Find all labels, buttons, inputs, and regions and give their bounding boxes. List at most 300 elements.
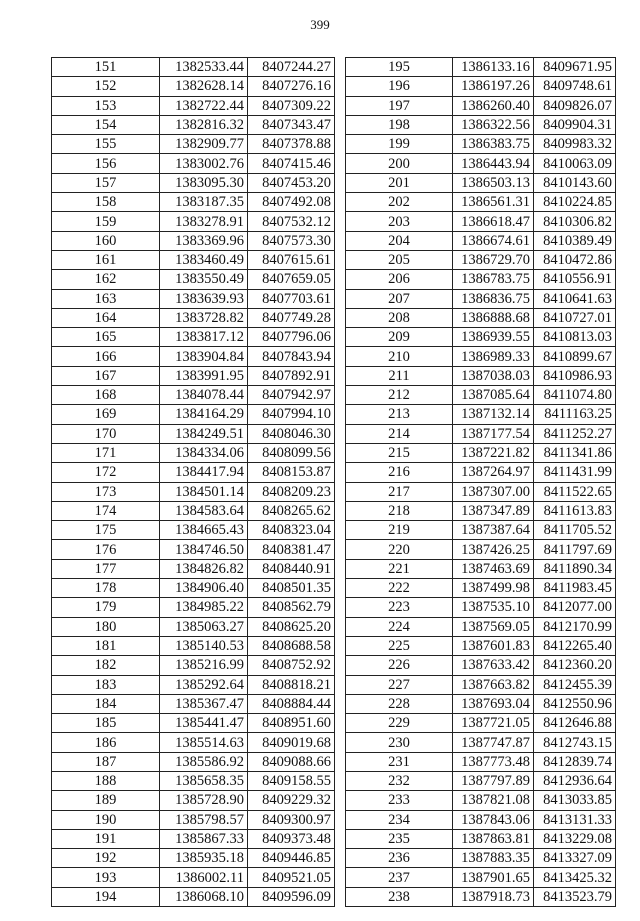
point-number-cell: 202 — [346, 193, 453, 212]
point-number-cell: 224 — [346, 617, 453, 636]
y-coordinate-cell: 8410899.67 — [534, 347, 616, 366]
y-coordinate-cell: 8408440.91 — [248, 559, 335, 578]
table-row — [52, 559, 335, 578]
x-coordinate-cell: 1386503.13 — [453, 173, 534, 192]
table-row — [346, 868, 616, 887]
point-number-cell: 209 — [346, 328, 453, 347]
table-row — [52, 231, 335, 250]
point-number-cell: 233 — [346, 791, 453, 810]
point-number-cell: 195 — [346, 58, 453, 77]
y-coordinate-cell: 8408099.56 — [248, 443, 335, 462]
table-row — [52, 58, 335, 77]
point-number-cell: 186 — [52, 733, 160, 752]
y-coordinate-cell: 8408381.47 — [248, 540, 335, 559]
table-row — [52, 250, 335, 269]
x-coordinate-cell: 1387797.89 — [453, 771, 534, 790]
table-row — [52, 173, 335, 192]
point-number-cell: 167 — [52, 366, 160, 385]
y-coordinate-cell: 8409596.09 — [248, 887, 335, 906]
table-row — [52, 598, 335, 617]
x-coordinate-cell: 1387132.14 — [453, 405, 534, 424]
point-number-cell: 199 — [346, 135, 453, 154]
y-coordinate-cell: 8412265.40 — [534, 636, 616, 655]
point-number-cell: 153 — [52, 96, 160, 115]
x-coordinate-cell: 1387307.00 — [453, 482, 534, 501]
y-coordinate-cell: 8412550.96 — [534, 694, 616, 713]
x-coordinate-cell: 1384501.14 — [160, 482, 248, 501]
page-number: 399 — [310, 17, 330, 32]
y-coordinate-cell: 8409671.95 — [534, 58, 616, 77]
x-coordinate-cell: 1386888.68 — [453, 308, 534, 327]
y-coordinate-cell: 8408752.92 — [248, 656, 335, 675]
point-number-cell: 227 — [346, 675, 453, 694]
table-row — [346, 463, 616, 482]
y-coordinate-cell: 8413033.85 — [534, 791, 616, 810]
y-coordinate-cell: 8408323.04 — [248, 521, 335, 540]
y-coordinate-cell: 8407309.22 — [248, 96, 335, 115]
x-coordinate-cell: 1387499.98 — [453, 579, 534, 598]
x-coordinate-cell: 1384583.64 — [160, 501, 248, 520]
table-row — [346, 289, 616, 308]
table-row — [346, 559, 616, 578]
table-row — [346, 501, 616, 520]
y-coordinate-cell: 8409019.68 — [248, 733, 335, 752]
point-number-cell: 236 — [346, 849, 453, 868]
point-number-cell: 217 — [346, 482, 453, 501]
y-coordinate-cell: 8409521.05 — [248, 868, 335, 887]
point-number-cell: 151 — [52, 58, 160, 77]
table-row — [52, 714, 335, 733]
point-number-cell: 215 — [346, 443, 453, 462]
table-body — [52, 58, 335, 907]
x-coordinate-cell: 1387863.81 — [453, 829, 534, 848]
table-row — [52, 443, 335, 462]
table-row — [346, 694, 616, 713]
y-coordinate-cell: 8410063.09 — [534, 154, 616, 173]
y-coordinate-cell: 8410143.60 — [534, 173, 616, 192]
point-number-cell: 162 — [52, 270, 160, 289]
x-coordinate-cell: 1384826.82 — [160, 559, 248, 578]
table-row — [346, 77, 616, 96]
x-coordinate-cell: 1383904.84 — [160, 347, 248, 366]
table-row — [346, 598, 616, 617]
x-coordinate-cell: 1386002.11 — [160, 868, 248, 887]
y-coordinate-cell: 8409904.31 — [534, 115, 616, 134]
table-row — [346, 96, 616, 115]
table-row — [52, 733, 335, 752]
point-number-cell: 194 — [52, 887, 160, 906]
table-row — [346, 617, 616, 636]
table-row — [52, 96, 335, 115]
y-coordinate-cell: 8412455.39 — [534, 675, 616, 694]
point-number-cell: 222 — [346, 579, 453, 598]
table-row — [346, 212, 616, 231]
point-number-cell: 220 — [346, 540, 453, 559]
y-coordinate-cell: 8412839.74 — [534, 752, 616, 771]
y-coordinate-cell: 8408209.23 — [248, 482, 335, 501]
x-coordinate-cell: 1383278.91 — [160, 212, 248, 231]
table-row — [52, 636, 335, 655]
table-row — [346, 386, 616, 405]
point-number-cell: 156 — [52, 154, 160, 173]
x-coordinate-cell: 1387569.05 — [453, 617, 534, 636]
coordinates-table-left — [51, 57, 335, 907]
y-coordinate-cell: 8413131.33 — [534, 810, 616, 829]
point-number-cell: 203 — [346, 212, 453, 231]
y-coordinate-cell: 8413327.09 — [534, 849, 616, 868]
x-coordinate-cell: 1383639.93 — [160, 289, 248, 308]
y-coordinate-cell: 8408818.21 — [248, 675, 335, 694]
table-row — [346, 328, 616, 347]
x-coordinate-cell: 1387721.05 — [453, 714, 534, 733]
table-row — [346, 405, 616, 424]
point-number-cell: 168 — [52, 386, 160, 405]
y-coordinate-cell: 8413523.79 — [534, 887, 616, 906]
table-row — [52, 501, 335, 520]
y-coordinate-cell: 8408153.87 — [248, 463, 335, 482]
y-coordinate-cell: 8411705.52 — [534, 521, 616, 540]
table-row — [346, 636, 616, 655]
y-coordinate-cell: 8412936.64 — [534, 771, 616, 790]
table-row — [346, 579, 616, 598]
table-row — [52, 656, 335, 675]
y-coordinate-cell: 8411163.25 — [534, 405, 616, 424]
y-coordinate-cell: 8407615.61 — [248, 250, 335, 269]
x-coordinate-cell: 1384417.94 — [160, 463, 248, 482]
y-coordinate-cell: 8411074.80 — [534, 386, 616, 405]
point-number-cell: 207 — [346, 289, 453, 308]
table-row — [52, 212, 335, 231]
point-number-cell: 188 — [52, 771, 160, 790]
point-number-cell: 231 — [346, 752, 453, 771]
table-row — [52, 424, 335, 443]
y-coordinate-cell: 8409229.32 — [248, 791, 335, 810]
y-coordinate-cell: 8413425.32 — [534, 868, 616, 887]
x-coordinate-cell: 1385292.64 — [160, 675, 248, 694]
x-coordinate-cell: 1387883.35 — [453, 849, 534, 868]
x-coordinate-cell: 1386383.75 — [453, 135, 534, 154]
point-number-cell: 235 — [346, 829, 453, 848]
point-number-cell: 198 — [346, 115, 453, 134]
x-coordinate-cell: 1385798.57 — [160, 810, 248, 829]
x-coordinate-cell: 1387633.42 — [453, 656, 534, 675]
y-coordinate-cell: 8410306.82 — [534, 212, 616, 231]
x-coordinate-cell: 1386618.47 — [453, 212, 534, 231]
x-coordinate-cell: 1382628.14 — [160, 77, 248, 96]
x-coordinate-cell: 1385140.53 — [160, 636, 248, 655]
x-coordinate-cell: 1386783.75 — [453, 270, 534, 289]
x-coordinate-cell: 1383728.82 — [160, 308, 248, 327]
x-coordinate-cell: 1387843.06 — [453, 810, 534, 829]
point-number-cell: 221 — [346, 559, 453, 578]
table-row — [52, 366, 335, 385]
point-number-cell: 197 — [346, 96, 453, 115]
y-coordinate-cell: 8407659.05 — [248, 270, 335, 289]
point-number-cell: 159 — [52, 212, 160, 231]
point-number-cell: 180 — [52, 617, 160, 636]
x-coordinate-cell: 1386197.26 — [453, 77, 534, 96]
point-number-cell: 185 — [52, 714, 160, 733]
y-coordinate-cell: 8411522.65 — [534, 482, 616, 501]
y-coordinate-cell: 8412646.88 — [534, 714, 616, 733]
y-coordinate-cell: 8408265.62 — [248, 501, 335, 520]
point-number-cell: 230 — [346, 733, 453, 752]
x-coordinate-cell: 1385586.92 — [160, 752, 248, 771]
x-coordinate-cell: 1383991.95 — [160, 366, 248, 385]
x-coordinate-cell: 1387663.82 — [453, 675, 534, 694]
point-number-cell: 165 — [52, 328, 160, 347]
y-coordinate-cell: 8411252.27 — [534, 424, 616, 443]
x-coordinate-cell: 1385935.18 — [160, 849, 248, 868]
y-coordinate-cell: 8407749.28 — [248, 308, 335, 327]
table-row — [346, 771, 616, 790]
y-coordinate-cell: 8411613.83 — [534, 501, 616, 520]
x-coordinate-cell: 1387918.73 — [453, 887, 534, 906]
table-row — [52, 579, 335, 598]
table-row — [346, 115, 616, 134]
table-row — [346, 521, 616, 540]
y-coordinate-cell: 8412170.99 — [534, 617, 616, 636]
y-coordinate-cell: 8408501.35 — [248, 579, 335, 598]
table-row — [346, 308, 616, 327]
x-coordinate-cell: 1387535.10 — [453, 598, 534, 617]
table-row — [52, 540, 335, 559]
point-number-cell: 196 — [346, 77, 453, 96]
y-coordinate-cell: 8410224.85 — [534, 193, 616, 212]
y-coordinate-cell: 8409373.48 — [248, 829, 335, 848]
table-row — [346, 347, 616, 366]
y-coordinate-cell: 8409748.61 — [534, 77, 616, 96]
x-coordinate-cell: 1384665.43 — [160, 521, 248, 540]
x-coordinate-cell: 1385658.35 — [160, 771, 248, 790]
point-number-cell: 163 — [52, 289, 160, 308]
table-row — [52, 193, 335, 212]
table-row — [346, 829, 616, 848]
point-number-cell: 173 — [52, 482, 160, 501]
point-number-cell: 164 — [52, 308, 160, 327]
table-row — [52, 463, 335, 482]
point-number-cell: 177 — [52, 559, 160, 578]
point-number-cell: 238 — [346, 887, 453, 906]
table-row — [346, 58, 616, 77]
point-number-cell: 237 — [346, 868, 453, 887]
table-row — [52, 810, 335, 829]
table-row — [52, 868, 335, 887]
x-coordinate-cell: 1384164.29 — [160, 405, 248, 424]
x-coordinate-cell: 1386443.94 — [453, 154, 534, 173]
x-coordinate-cell: 1382816.32 — [160, 115, 248, 134]
point-number-cell: 210 — [346, 347, 453, 366]
point-number-cell: 218 — [346, 501, 453, 520]
x-coordinate-cell: 1386068.10 — [160, 887, 248, 906]
point-number-cell: 189 — [52, 791, 160, 810]
x-coordinate-cell: 1387085.64 — [453, 386, 534, 405]
point-number-cell: 155 — [52, 135, 160, 154]
x-coordinate-cell: 1386836.75 — [453, 289, 534, 308]
point-number-cell: 169 — [52, 405, 160, 424]
y-coordinate-cell: 8411431.99 — [534, 463, 616, 482]
table-row — [52, 849, 335, 868]
y-coordinate-cell: 8411983.45 — [534, 579, 616, 598]
point-number-cell: 201 — [346, 173, 453, 192]
x-coordinate-cell: 1387901.65 — [453, 868, 534, 887]
point-number-cell: 176 — [52, 540, 160, 559]
y-coordinate-cell: 8409983.32 — [534, 135, 616, 154]
point-number-cell: 232 — [346, 771, 453, 790]
y-coordinate-cell: 8407343.47 — [248, 115, 335, 134]
table-row — [346, 443, 616, 462]
x-coordinate-cell: 1385063.27 — [160, 617, 248, 636]
table-row — [52, 521, 335, 540]
table-row — [52, 154, 335, 173]
x-coordinate-cell: 1383369.96 — [160, 231, 248, 250]
y-coordinate-cell: 8408625.20 — [248, 617, 335, 636]
x-coordinate-cell: 1385728.90 — [160, 791, 248, 810]
y-coordinate-cell: 8410556.91 — [534, 270, 616, 289]
y-coordinate-cell: 8407892.91 — [248, 366, 335, 385]
x-coordinate-cell: 1387347.89 — [453, 501, 534, 520]
table-row — [346, 540, 616, 559]
x-coordinate-cell: 1384985.22 — [160, 598, 248, 617]
x-coordinate-cell: 1386989.33 — [453, 347, 534, 366]
y-coordinate-cell: 8411890.34 — [534, 559, 616, 578]
point-number-cell: 158 — [52, 193, 160, 212]
table-row — [52, 482, 335, 501]
y-coordinate-cell: 8407994.10 — [248, 405, 335, 424]
x-coordinate-cell: 1383550.49 — [160, 270, 248, 289]
table-row — [52, 675, 335, 694]
table-row — [346, 154, 616, 173]
x-coordinate-cell: 1383817.12 — [160, 328, 248, 347]
y-coordinate-cell: 8411341.86 — [534, 443, 616, 462]
x-coordinate-cell: 1387038.03 — [453, 366, 534, 385]
table-body — [346, 58, 616, 907]
y-coordinate-cell: 8410813.03 — [534, 328, 616, 347]
y-coordinate-cell: 8409300.97 — [248, 810, 335, 829]
x-coordinate-cell: 1385867.33 — [160, 829, 248, 848]
point-number-cell: 183 — [52, 675, 160, 694]
table-row — [52, 887, 335, 906]
x-coordinate-cell: 1384746.50 — [160, 540, 248, 559]
y-coordinate-cell: 8407378.88 — [248, 135, 335, 154]
table-row — [52, 347, 335, 366]
y-coordinate-cell: 8407573.30 — [248, 231, 335, 250]
table-row — [52, 386, 335, 405]
point-number-cell: 228 — [346, 694, 453, 713]
table-row — [52, 77, 335, 96]
table-row — [52, 308, 335, 327]
table-row — [346, 482, 616, 501]
y-coordinate-cell: 8409088.66 — [248, 752, 335, 771]
table-row — [346, 752, 616, 771]
y-coordinate-cell: 8409158.55 — [248, 771, 335, 790]
point-number-cell: 187 — [52, 752, 160, 771]
y-coordinate-cell: 8407703.61 — [248, 289, 335, 308]
point-number-cell: 191 — [52, 829, 160, 848]
x-coordinate-cell: 1386729.70 — [453, 250, 534, 269]
point-number-cell: 171 — [52, 443, 160, 462]
point-number-cell: 214 — [346, 424, 453, 443]
x-coordinate-cell: 1385441.47 — [160, 714, 248, 733]
y-coordinate-cell: 8411797.69 — [534, 540, 616, 559]
point-number-cell: 154 — [52, 115, 160, 134]
coordinates-table-right — [345, 57, 616, 907]
table-row — [346, 135, 616, 154]
x-coordinate-cell: 1387264.97 — [453, 463, 534, 482]
point-number-cell: 213 — [346, 405, 453, 424]
table-row — [52, 617, 335, 636]
x-coordinate-cell: 1385367.47 — [160, 694, 248, 713]
x-coordinate-cell: 1387463.69 — [453, 559, 534, 578]
point-number-cell: 161 — [52, 250, 160, 269]
x-coordinate-cell: 1384078.44 — [160, 386, 248, 405]
point-number-cell: 178 — [52, 579, 160, 598]
point-number-cell: 212 — [346, 386, 453, 405]
y-coordinate-cell: 8407276.16 — [248, 77, 335, 96]
table-row — [346, 887, 616, 906]
point-number-cell: 157 — [52, 173, 160, 192]
table-row — [346, 250, 616, 269]
point-number-cell: 152 — [52, 77, 160, 96]
x-coordinate-cell: 1387773.48 — [453, 752, 534, 771]
x-coordinate-cell: 1387177.54 — [453, 424, 534, 443]
table-row — [346, 656, 616, 675]
table-row — [52, 694, 335, 713]
y-coordinate-cell: 8408046.30 — [248, 424, 335, 443]
point-number-cell: 193 — [52, 868, 160, 887]
x-coordinate-cell: 1386561.31 — [453, 193, 534, 212]
table-row — [52, 405, 335, 424]
point-number-cell: 160 — [52, 231, 160, 250]
point-number-cell: 225 — [346, 636, 453, 655]
point-number-cell: 204 — [346, 231, 453, 250]
x-coordinate-cell: 1387426.25 — [453, 540, 534, 559]
x-coordinate-cell: 1383187.35 — [160, 193, 248, 212]
x-coordinate-cell: 1382533.44 — [160, 58, 248, 77]
point-number-cell: 184 — [52, 694, 160, 713]
x-coordinate-cell: 1382909.77 — [160, 135, 248, 154]
x-coordinate-cell: 1387221.82 — [453, 443, 534, 462]
point-number-cell: 211 — [346, 366, 453, 385]
x-coordinate-cell: 1383460.49 — [160, 250, 248, 269]
point-number-cell: 172 — [52, 463, 160, 482]
table-row — [52, 328, 335, 347]
table-row — [346, 733, 616, 752]
y-coordinate-cell: 8410389.49 — [534, 231, 616, 250]
point-number-cell: 170 — [52, 424, 160, 443]
table-row — [52, 771, 335, 790]
x-coordinate-cell: 1387601.83 — [453, 636, 534, 655]
x-coordinate-cell: 1387387.64 — [453, 521, 534, 540]
y-coordinate-cell: 8410986.93 — [534, 366, 616, 385]
y-coordinate-cell: 8407453.20 — [248, 173, 335, 192]
point-number-cell: 175 — [52, 521, 160, 540]
table-row — [346, 231, 616, 250]
x-coordinate-cell: 1387747.87 — [453, 733, 534, 752]
point-number-cell: 181 — [52, 636, 160, 655]
point-number-cell: 179 — [52, 598, 160, 617]
y-coordinate-cell: 8410641.63 — [534, 289, 616, 308]
point-number-cell: 192 — [52, 849, 160, 868]
point-number-cell: 190 — [52, 810, 160, 829]
point-number-cell: 234 — [346, 810, 453, 829]
point-number-cell: 216 — [346, 463, 453, 482]
table-row — [346, 714, 616, 733]
table-row — [52, 270, 335, 289]
table-row — [346, 366, 616, 385]
y-coordinate-cell: 8407532.12 — [248, 212, 335, 231]
y-coordinate-cell: 8407492.08 — [248, 193, 335, 212]
